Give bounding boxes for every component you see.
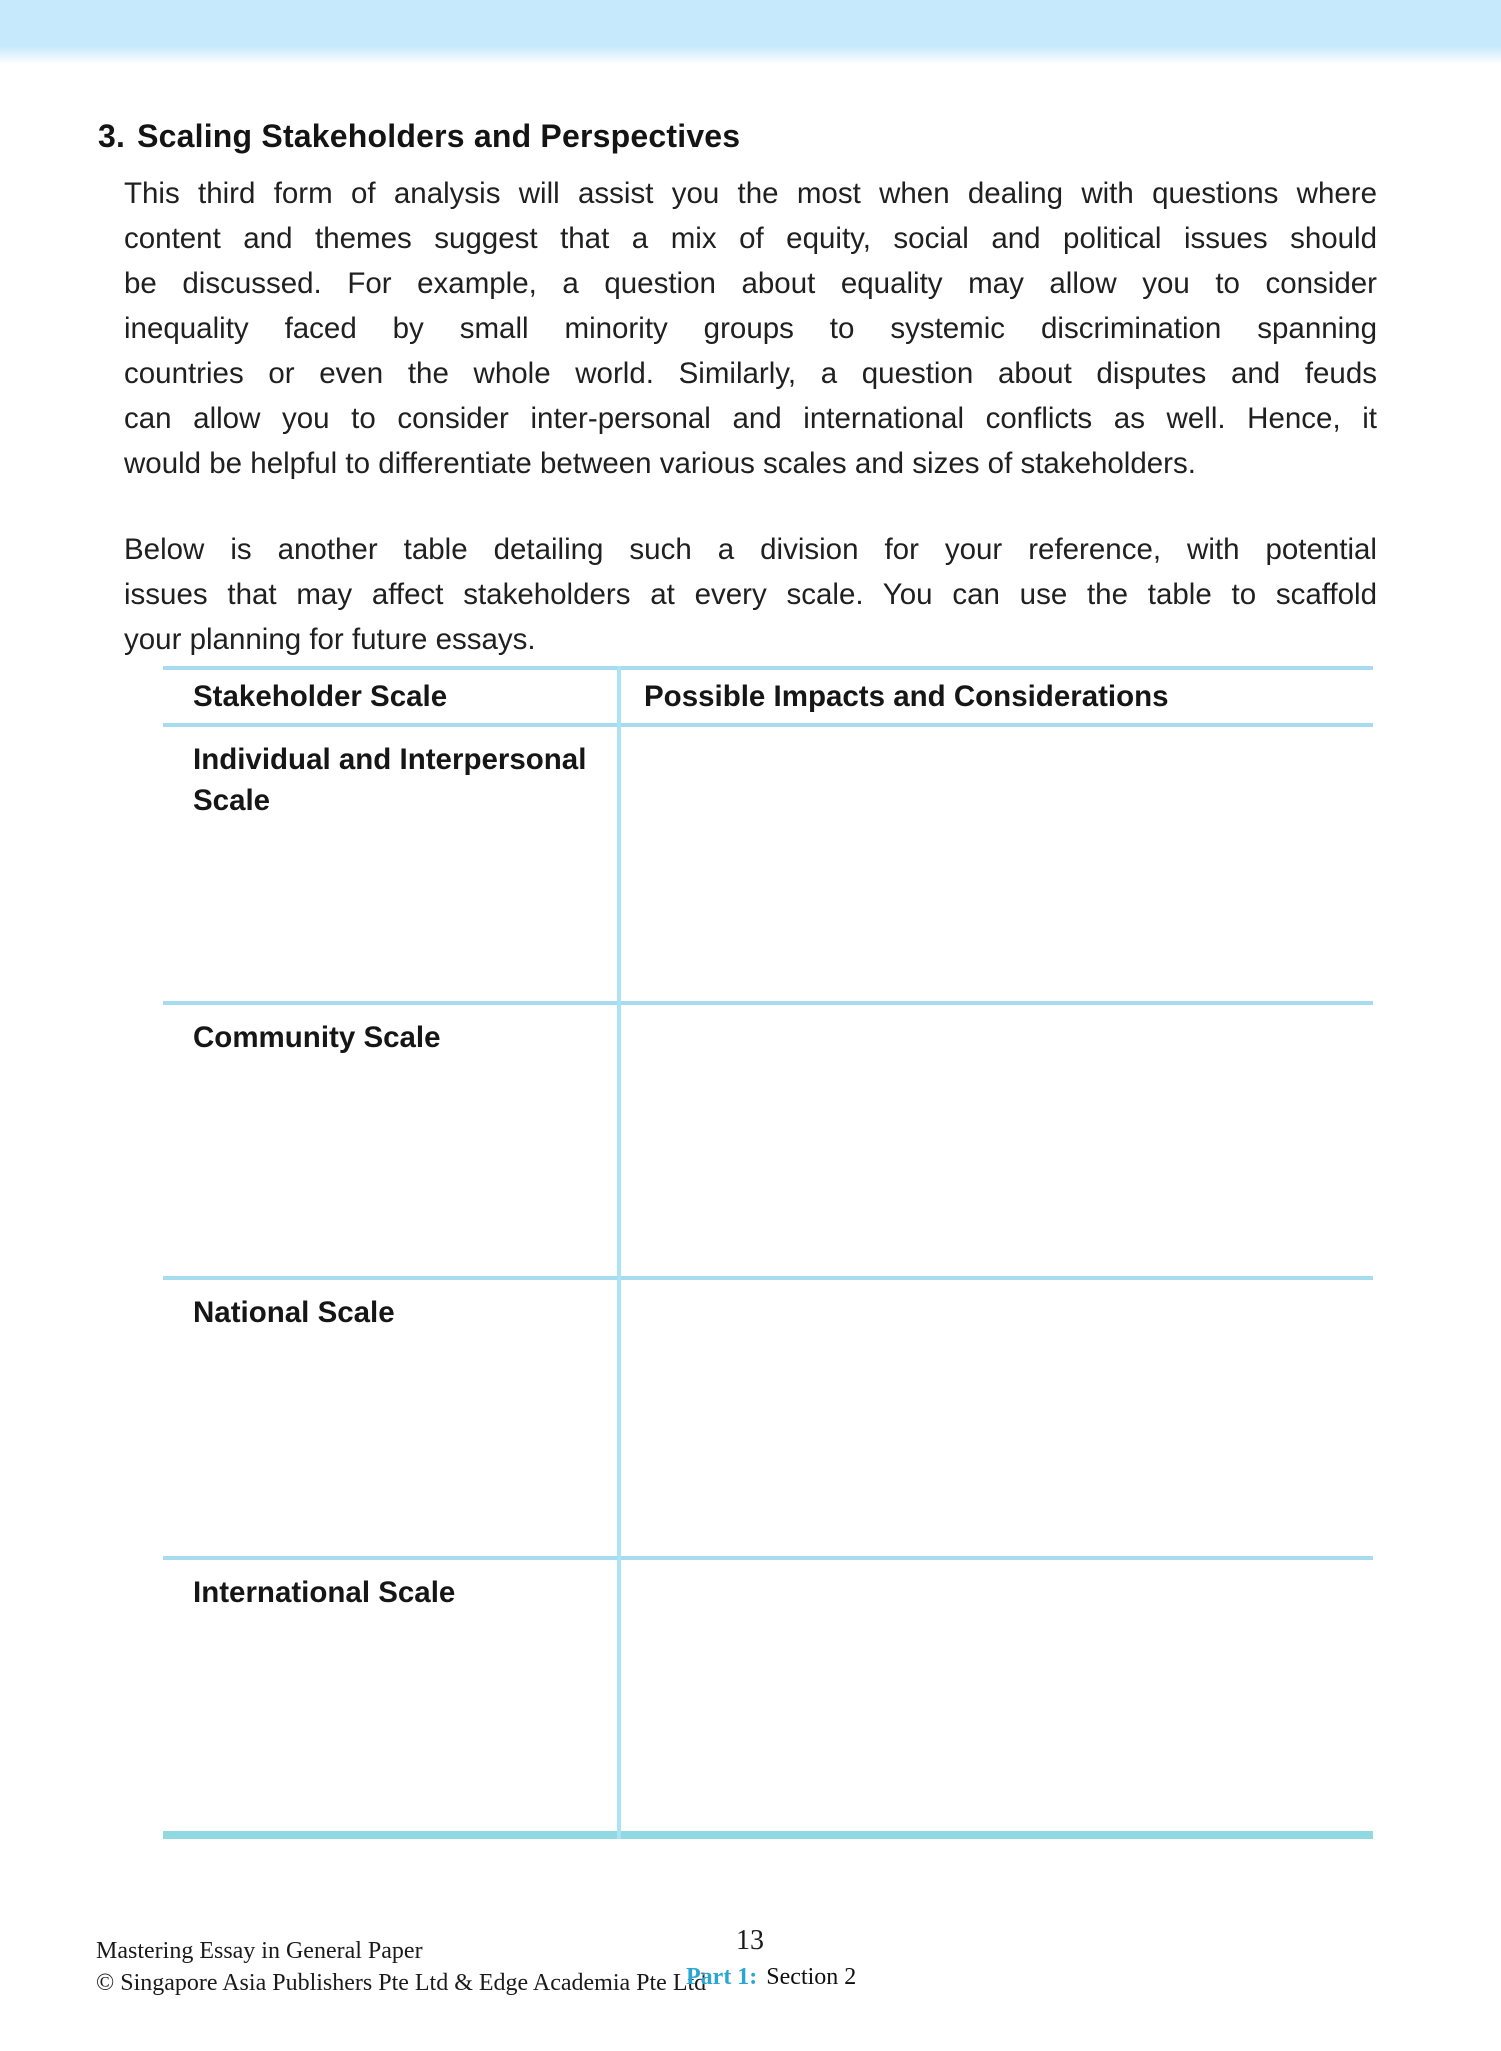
section-heading bbox=[98, 118, 740, 155]
paragraph-line: This third form of analysis will assist you the most when dealing with questions where bbox=[124, 177, 1377, 210]
paragraph-line: can allow you to consider inter-personal and international conflicts as well. Hence, it bbox=[124, 402, 1377, 435]
paragraph-intro bbox=[124, 171, 1377, 486]
paragraph-line: issues that may affect stakeholders at every scale. You can use the table to scaffold bbox=[124, 578, 1377, 611]
table-row-international bbox=[163, 1556, 1373, 1831]
paragraph-line: would be helpful to differentiate between various scales and sizes of stakeholders. bbox=[124, 447, 1196, 480]
row-value-cell bbox=[617, 1560, 1373, 1831]
row-label: National Scale bbox=[193, 1296, 395, 1329]
table-row-national bbox=[163, 1276, 1373, 1556]
row-value-cell bbox=[617, 1280, 1373, 1556]
paragraph-line: be discussed. For example, a question about equality may allow you to consider bbox=[124, 267, 1377, 300]
table-row-individual-interpersonal bbox=[163, 723, 1373, 1001]
table-header-row bbox=[163, 670, 1373, 723]
paragraph-line: inequality faced by small minority groups to systemic discrimination spanning bbox=[124, 312, 1377, 345]
stakeholder-scale-table bbox=[163, 666, 1373, 1839]
footer-section-label: Section 2 bbox=[766, 1964, 857, 1990]
page-number: 13 bbox=[736, 1925, 764, 1956]
table-header-impacts-considerations: Possible Impacts and Considerations bbox=[644, 679, 1169, 713]
paragraph-line: your planning for future essays. bbox=[124, 623, 536, 656]
row-label: Community Scale bbox=[193, 1021, 441, 1054]
paragraph-line: countries or even the whole world. Similarly, a question about disputes and feuds bbox=[124, 357, 1377, 390]
table-column-divider bbox=[617, 666, 621, 1839]
row-label: Individual and Interpersonal Scale bbox=[193, 743, 587, 817]
table-row-community bbox=[163, 1001, 1373, 1276]
page-top-band bbox=[0, 0, 1501, 64]
footer-part-section bbox=[686, 1964, 856, 1991]
paragraph-table-intro bbox=[124, 527, 1377, 662]
section-title: Scaling Stakeholders and Perspectives bbox=[137, 118, 741, 154]
footer-copyright: © Singapore Asia Publishers Pte Ltd & Edge Academia Pte Ltd bbox=[96, 1970, 707, 1996]
paragraph-line: Below is another table detailing such a division for your reference, with potential bbox=[124, 533, 1377, 566]
footer-part-label: Part 1: bbox=[686, 1964, 758, 1990]
section-number: 3. bbox=[98, 118, 126, 154]
row-value-cell bbox=[617, 1005, 1373, 1276]
row-value-cell bbox=[617, 727, 1373, 1001]
row-label: International Scale bbox=[193, 1576, 456, 1609]
paragraph-line: content and themes suggest that a mix of equity, social and political issues should bbox=[124, 222, 1377, 255]
footer-book-title: Mastering Essay in General Paper bbox=[96, 1938, 423, 1964]
table-header-stakeholder-scale: Stakeholder Scale bbox=[193, 680, 448, 713]
